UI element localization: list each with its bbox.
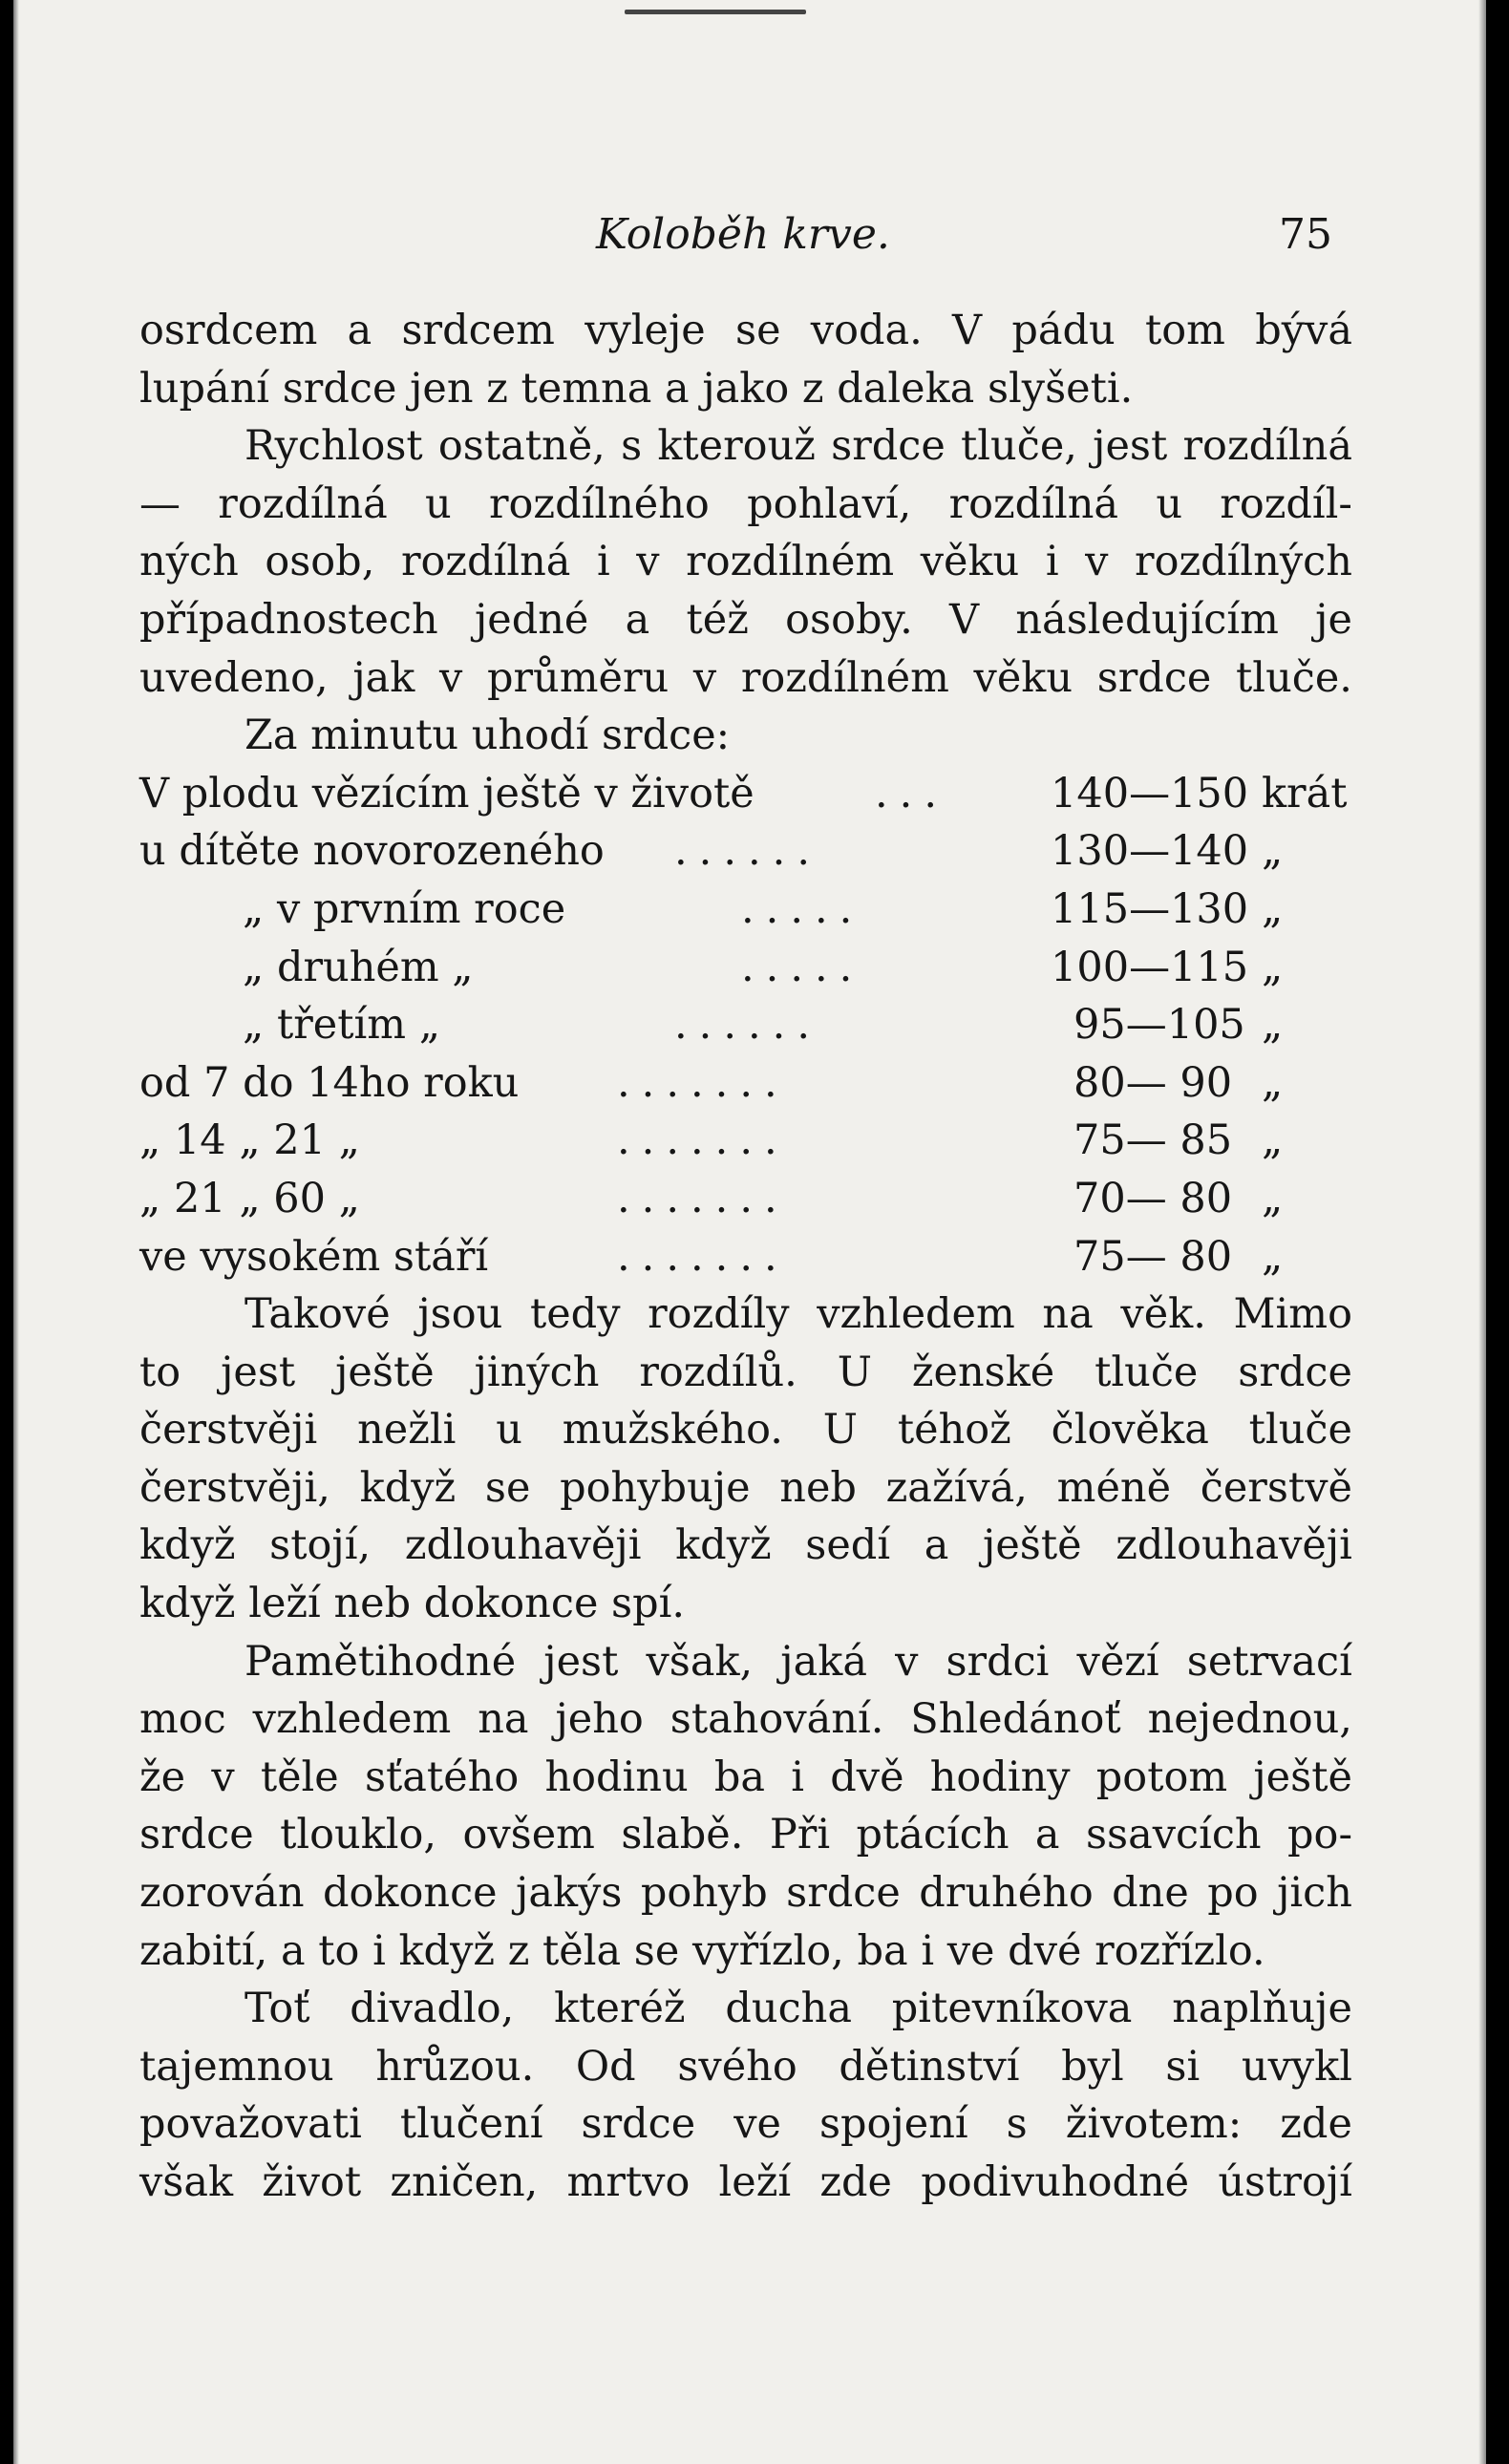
text-line: čerstvěji, když se pohybuje neb zažívá, méně čerstvě bbox=[139, 1463, 1352, 1512]
text-line: srdce tlouklo, ovšem slabě. Při ptácích a ssavcích po- bbox=[139, 1811, 1352, 1859]
text-line: lupání srdce jen z temna a jako z daleka slyšeti. bbox=[139, 364, 1134, 413]
row-label: „ druhém „ bbox=[243, 943, 474, 991]
row-unit: „ bbox=[1262, 1001, 1284, 1050]
text-line: to jest ještě jiných rozdílů. U ženské tluče srdce bbox=[139, 1348, 1352, 1396]
row-unit: „ bbox=[1262, 1116, 1284, 1165]
text-line: Toť divadlo, kteréž ducha pitevníkova naplňuje bbox=[244, 1985, 1352, 2033]
table-row bbox=[139, 1228, 1352, 1286]
text-line: zorován dokonce jakýs pohyb srdce druhého dne po jich bbox=[139, 1869, 1352, 1918]
page-edge-right bbox=[1478, 0, 1486, 2464]
text-line: moc vzhledem na jeho stahování. Shledánoť nejednou, bbox=[139, 1695, 1352, 1744]
row-value: 140—150 bbox=[1051, 769, 1249, 818]
row-unit: krát bbox=[1262, 769, 1348, 818]
running-title: Koloběh krve. bbox=[596, 210, 890, 259]
page-header bbox=[13, 201, 1486, 267]
row-unit: „ bbox=[1262, 943, 1284, 991]
text-line: že v těle sťatého hodinu ba i dvě hodiny potom ještě bbox=[139, 1752, 1352, 1801]
text-line: považovati tlučení srdce ve spojení s životem: zde bbox=[139, 2100, 1352, 2149]
row-value: 80— 90 bbox=[1073, 1058, 1233, 1107]
text-line: čerstvěji nežli u mužského. U téhož člověka tluče bbox=[139, 1406, 1352, 1455]
row-unit: „ bbox=[1262, 1174, 1284, 1222]
text-line: když leží neb dokonce spí. bbox=[139, 1580, 686, 1628]
row-value: 75— 80 bbox=[1073, 1232, 1233, 1281]
leader-dots: ....... bbox=[617, 1116, 789, 1165]
row-label: V plodu vězícím ještě v životě bbox=[139, 769, 754, 818]
row-unit: „ bbox=[1262, 1058, 1284, 1107]
text-line: Za minutu uhodí srdce: bbox=[244, 712, 731, 760]
table-row bbox=[139, 1054, 1352, 1113]
book-page bbox=[13, 0, 1486, 2464]
text-line: Takové jsou tedy rozdíly vzhledem na věk. Mimo bbox=[244, 1290, 1352, 1339]
row-value: 130—140 bbox=[1051, 827, 1249, 876]
table-row bbox=[139, 996, 1352, 1054]
text-line: osrdcem a srdcem vyleje se voda. V pádu tom bývá bbox=[139, 307, 1352, 354]
leader-dots: ....... bbox=[617, 1058, 789, 1107]
row-value: 100—115 bbox=[1051, 943, 1249, 991]
text-line: Rychlost ostatně, s kterouž srdce tluče, jest rozdílná bbox=[244, 422, 1352, 471]
row-label: „ 21 „ 60 „ bbox=[139, 1174, 360, 1222]
text-line: Pamětihodné jest však, jaká v srdci vězí setrvací bbox=[244, 1637, 1352, 1686]
row-unit: „ bbox=[1262, 827, 1284, 876]
row-unit: „ bbox=[1262, 884, 1284, 933]
row-label: „ třetím „ bbox=[243, 1001, 440, 1050]
table-row bbox=[139, 765, 1352, 823]
leader-dots: ... bbox=[875, 769, 949, 818]
row-label: od 7 do 14ho roku bbox=[139, 1058, 520, 1107]
table-row bbox=[139, 822, 1352, 881]
table-row bbox=[139, 1170, 1352, 1228]
text-line: — rozdílná u rozdílného pohlaví, rozdílná u rozdíl- bbox=[139, 479, 1352, 528]
page-edge-left bbox=[13, 0, 19, 2464]
scan-mark bbox=[625, 10, 806, 14]
table-row bbox=[139, 881, 1352, 939]
leader-dots: ...... bbox=[674, 827, 822, 876]
row-label: „ v prvním roce bbox=[243, 884, 566, 933]
row-label: u dítěte novorozeného bbox=[139, 827, 605, 876]
row-value: 115—130 bbox=[1051, 884, 1249, 933]
row-value: 75— 85 bbox=[1073, 1116, 1233, 1165]
row-value: 70— 80 bbox=[1073, 1174, 1233, 1222]
leader-dots: ..... bbox=[741, 884, 864, 933]
text-line: uvedeno, jak v průměru v rozdílném věku srdce tluče. bbox=[139, 653, 1352, 702]
row-label: ve vysokém stáří bbox=[139, 1232, 489, 1281]
row-value: 95—105 bbox=[1073, 1001, 1245, 1050]
row-unit: „ bbox=[1262, 1232, 1284, 1281]
heart-rate-table bbox=[139, 765, 1352, 1285]
table-row bbox=[139, 939, 1352, 997]
body-text bbox=[139, 302, 1352, 2212]
leader-dots: ....... bbox=[617, 1232, 789, 1281]
leader-dots: ....... bbox=[617, 1174, 789, 1222]
leader-dots: ...... bbox=[674, 1001, 822, 1050]
text-line: ných osob, rozdílná i v rozdílném věku i v rozdílných bbox=[139, 538, 1352, 586]
row-label: „ 14 „ 21 „ bbox=[139, 1116, 360, 1165]
text-line: však život zničen, mrtvo leží zde podivuhodné ústrojí bbox=[139, 2158, 1352, 2206]
text-line: zabití, a to i když z těla se vyřízlo, ba i ve dvé rozřízlo. bbox=[139, 1926, 1265, 1975]
page-number: 75 bbox=[1279, 210, 1332, 259]
text-line: případnostech jedné a též osoby. V následujícím je bbox=[139, 595, 1352, 644]
table-row bbox=[139, 1112, 1352, 1170]
leader-dots: ..... bbox=[741, 943, 864, 991]
text-line: tajemnou hrůzou. Od svého dětinství byl si uvykl bbox=[139, 2042, 1352, 2091]
text-line: když stojí, zdlouhavěji když sedí a ještě zdlouhavěji bbox=[139, 1521, 1352, 1570]
